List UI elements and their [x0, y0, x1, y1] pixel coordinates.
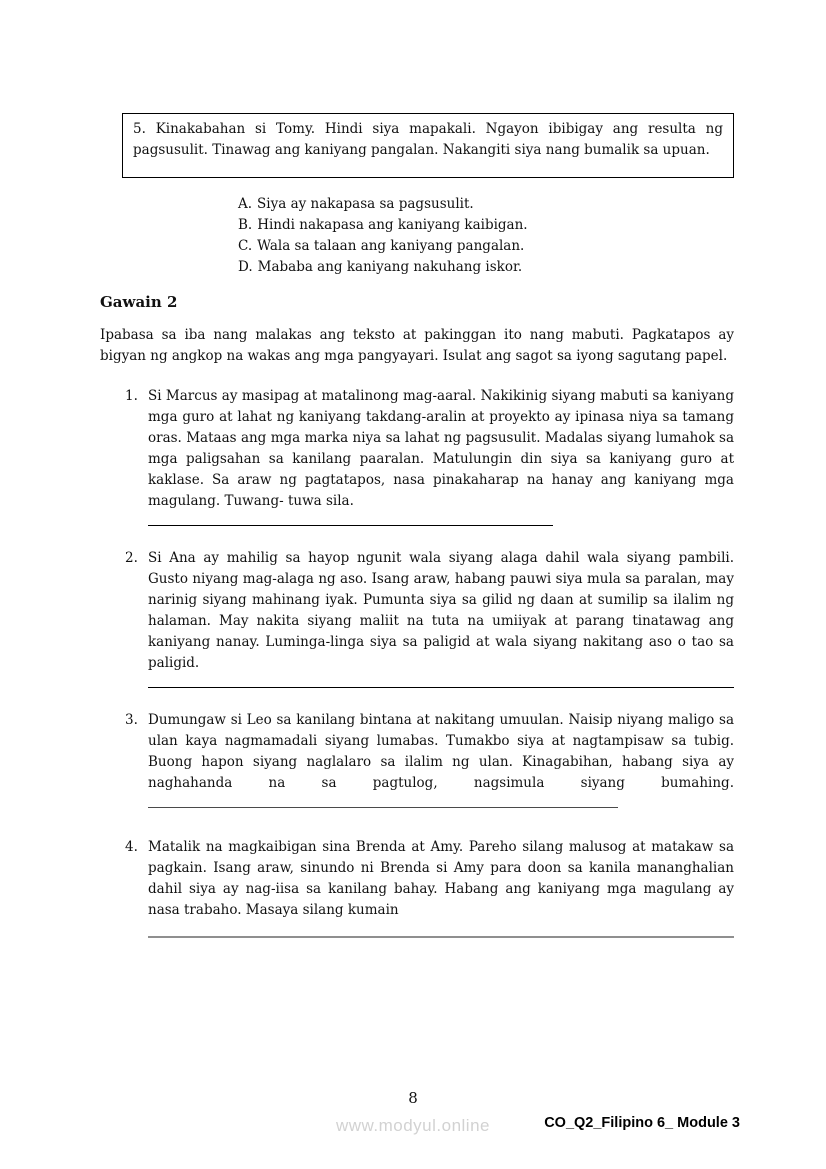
story-item-1-text: Si Marcus ay masipag at matalinong mag-aaral. Nakikinig siyang mabuti sa kaniyang mga guro at lahat ng kaniyang takdang-aralin at proyekto ay ipinasa niya sa tamang oras. Mataas ang mga marka niya sa lahat ng pagsusulit. Madalas siyang lumahok sa mga paligsahan sa kanilang paaralan. Matulungin din siya sa kaniyang guro at kaklase. Sa araw ng pagtatapos, nasa pinakaharap na hanay ang kaniyang mga magulang. Tuwang- tuwa sila.	[148, 388, 734, 509]
section-heading-gawain-2: Gawain 2	[100, 293, 178, 311]
story-list	[100, 386, 734, 938]
story-item-3	[100, 710, 734, 815]
choice-a-text: Siya ay nakapasa sa pagsusulit.	[257, 196, 474, 212]
module-label: CO_Q2_Filipino 6_ Module 3	[544, 1115, 740, 1131]
choice-c-text: Wala sa talaan ang kaniyang pangalan.	[257, 238, 525, 254]
choice-b-text: Hindi nakapasa ang kaniyang kaibigan.	[257, 217, 528, 233]
choice-d-label: D.	[238, 259, 253, 275]
choice-b-label: B.	[238, 217, 253, 233]
answer-blank-1	[148, 522, 553, 526]
choice-d-text: Mababa ang kaniyang nakuhang iskor.	[257, 259, 523, 275]
answer-blank-4	[148, 933, 734, 938]
story-item-4	[100, 837, 734, 938]
gawain-2-instructions: Ipabasa sa iba nang malakas ang teksto at pakinggan ito nang mabuti. Pagkatapos ay bigyan ng angkop na wakas ang mga pangyayari. Isulat ang sagot sa iyong sagutang papel.	[100, 327, 734, 364]
story-item-2-number: 2.	[125, 550, 138, 566]
page-content	[100, 113, 734, 960]
choice-a-label: A.	[238, 196, 253, 212]
passage-box	[122, 113, 734, 178]
story-item-4-text: Matalik na magkaibigan sina Brenda at Amy. Pareho silang malusog at matakaw sa pagkain. Isang araw, sinundo ni Brenda si Amy para doon sa kanila mananghalian dahil siya ay nag-iisa sa kanilang bahay. Habang ang kaniyang mga magulang ay nasa trabaho. Masaya silang kumain	[148, 839, 734, 918]
answer-blank-3	[148, 804, 618, 808]
page-number: 8	[408, 1089, 418, 1107]
choice-c	[238, 236, 734, 257]
story-item-2-text: Si Ana ay mahilig sa hayop ngunit wala siyang alaga dahil wala siyang pambili. Gusto niyang mag-alaga ng aso. Isang araw, habang pauwi siya mula sa paralan, may narinig siyang mahinang iyak. Pumunta siya sa gilid ng daan at sumilip sa ilalim ng halaman. May nakita siyang maliit na tuta na umiiyak at parang tinatawag ang kaniyang nanay. Luminga-linga siya sa paligid at wala siyang nakitang aso o tao sa paligid.	[148, 550, 734, 671]
story-item-4-number: 4.	[125, 839, 138, 855]
story-item-3-number: 3.	[125, 712, 138, 728]
passage-text: 5. Kinakabahan si Tomy. Hindi siya mapakali. Ngayon ibibigay ang resulta ng pagsusulit. Tinawag ang kaniyang pangalan. Nakangiti siya nang bumalik sa upuan.	[133, 121, 723, 158]
choices-list	[238, 194, 734, 278]
watermark-url: www.modyul.online	[335, 1116, 490, 1135]
choice-c-label: C.	[238, 238, 253, 254]
story-item-1-number: 1.	[125, 388, 138, 404]
answer-blank-2	[148, 684, 734, 688]
story-item-1	[100, 386, 734, 526]
story-item-3-text: Dumungaw si Leo sa kanilang bintana at nakitang umuulan. Naisip niyang maligo sa ulan kaya nagmamadali siyang lumabas. Tumakbo siya at nagtampisaw sa tubig. Buong hapon siyang naglalaro sa ilalim ng ulan. Kinagabihan, habang siya ay naghahanda na sa pagtulog, nagsimula siyang bumahing.	[148, 712, 734, 791]
choice-b	[238, 215, 734, 236]
choice-d	[238, 257, 734, 278]
choice-a	[238, 194, 734, 215]
story-item-2	[100, 548, 734, 688]
